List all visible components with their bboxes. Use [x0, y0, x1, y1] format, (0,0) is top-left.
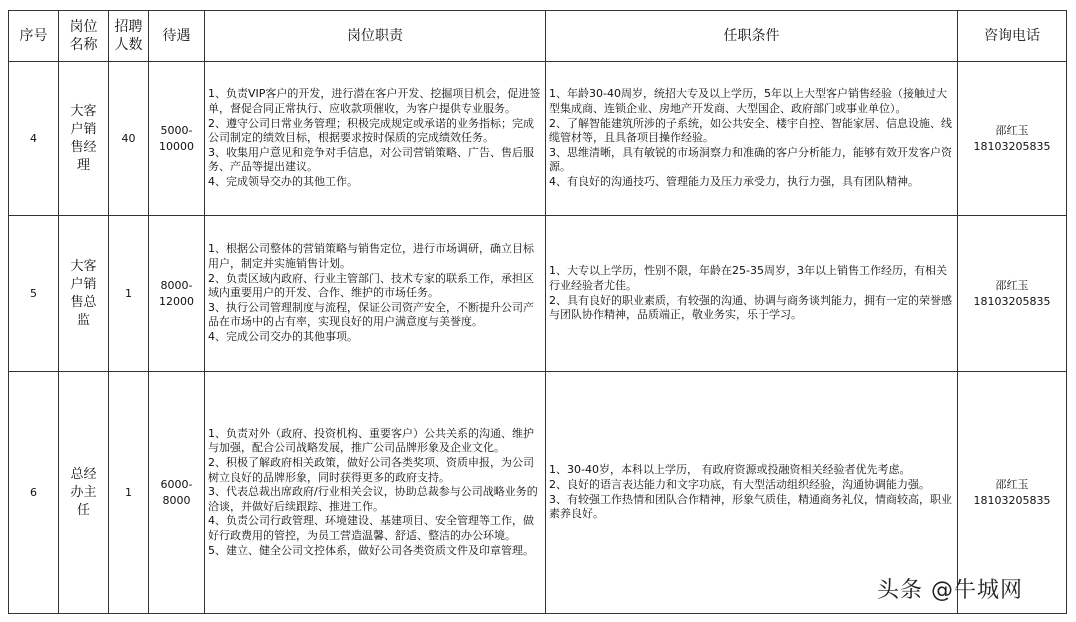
- duty-item: 1、负责VIP客户的开发，进行潜在客户开发、挖掘项目机会，促进签单，督促合同正常执行、应收款项催收，为客户提供专业服务。: [208, 87, 541, 116]
- row-salary: 6000-8000: [149, 372, 205, 614]
- contact-phone: 18103205835: [973, 294, 1051, 308]
- duty-item: 4、完成公司交办的其他事项。: [208, 329, 358, 343]
- header-duties: 岗位职责: [205, 11, 546, 62]
- row-title: 大客户销售总监: [59, 216, 109, 372]
- contact-phone: 18103205835: [973, 493, 1051, 507]
- duty-item: 2、积极了解政府相关政策，做好公司各类奖项、资质申报，为公司树立良好的品牌形象，同时获得更多的政府支持。: [208, 456, 534, 484]
- row-count: 1: [109, 372, 149, 614]
- row-requirements: [546, 216, 958, 372]
- row-title: 大客户销售经理: [59, 62, 109, 216]
- row-salary: 8000-12000: [149, 216, 205, 372]
- contact-name: 邵红玉: [995, 477, 1029, 491]
- requirement-item: 1、大专以上学历，性别不限，年龄在25-35周岁，3年以上销售工作经历，有相关行业经验者尤佳。: [549, 264, 947, 292]
- header-requirements: 任职条件: [546, 11, 958, 62]
- table-row: [9, 62, 1067, 216]
- duty-item: 2、遵守公司日常业务管理；积极完成规定或承诺的业务指标；完成公司制定的绩效目标，根据要求按时保质的完成绩效任务。: [208, 116, 534, 145]
- job-table: [8, 10, 1067, 614]
- row-count: 40: [109, 62, 149, 216]
- requirement-item: 3、思维清晰，具有敏锐的市场洞察力和准确的客户分析能力，能够有效开发客户资源。: [549, 145, 952, 174]
- watermark-text: 头条 @牛城网: [877, 578, 1023, 603]
- duty-item: 5、建立、健全公司文控体系，做好公司各类资质文件及印章管理。: [208, 543, 534, 557]
- header-title: 岗位名称: [59, 11, 109, 62]
- contact-name: 邵红玉: [995, 278, 1029, 292]
- row-contact: [958, 62, 1067, 216]
- row-seq: 4: [9, 62, 59, 216]
- row-duties: [205, 216, 546, 372]
- requirement-item: 3、有较强工作热情和团队合作精神，形象气质佳，精通商务礼仪，情商较高，职业素养良好。: [549, 492, 952, 521]
- requirement-item: 1、30-40岁，本科以上学历， 有政府资源或投融资相关经验者优先考虑。: [549, 463, 911, 477]
- row-title: 总经办主任: [59, 372, 109, 614]
- job-table-container: [8, 10, 1067, 614]
- row-duties: [205, 62, 546, 216]
- requirement-item: 1、年龄30-40周岁，统招大专及以上学历，5年以上大型客户销售经验（接触过大型集成商、连锁企业、房地产开发商、大型国企、政府部门或事业单位）。: [549, 87, 947, 116]
- requirement-item: 2、具有良好的职业素质，有较强的沟通、协调与商务谈判能力，拥有一定的荣誉感与团队协作精神，品质端正，敬业务实，乐于学习。: [549, 293, 952, 322]
- row-seq: 6: [9, 372, 59, 614]
- duty-item: 2、负责区域内政府、行业主管部门、技术专家的联系工作，承担区域内重要用户的开发、合作、维护的市场任务。: [208, 271, 534, 300]
- header-seq: 序号: [9, 11, 59, 62]
- duty-item: 3、收集用户意见和竞争对手信息，对公司营销策略、广告、售后服务、产品等提出建议。: [208, 145, 534, 174]
- duty-item: 3、代表总裁出席政府/行业相关会议，协助总裁参与公司战略业务的洽谈，并做好后续跟踪、推进工作。: [208, 485, 538, 513]
- requirement-item: 2、良好的语言表达能力和文字功底，有大型活动组织经验，沟通协调能力强。: [549, 477, 930, 491]
- row-duties: [205, 372, 546, 614]
- requirement-item: 4、有良好的沟通技巧、管理能力及压力承受力，执行力强，具有团队精神。: [549, 174, 919, 188]
- row-requirements: [546, 62, 958, 216]
- row-count: 1: [109, 216, 149, 372]
- duty-item: 3、执行公司管理制度与流程，保证公司资产安全，不断提升公司产品在市场中的占有率，实现良好的用户满意度与美誉度。: [208, 300, 534, 329]
- row-salary: 5000-10000: [149, 62, 205, 216]
- duty-item: 1、负责对外（政府、投资机构、重要客户）公共关系的沟通、维护与加强，配合公司战略发展，推广公司品牌形象及企业文化。: [208, 426, 534, 455]
- contact-phone: 18103205835: [973, 139, 1051, 153]
- header-row: [9, 11, 1067, 62]
- table-row: [9, 216, 1067, 372]
- row-contact: [958, 216, 1067, 372]
- duty-item: 1、根据公司整体的营销策略与销售定位，进行市场调研，确立目标用户，制定并实施销售计划。: [208, 242, 534, 271]
- header-salary: 待遇: [149, 11, 205, 62]
- duty-item: 4、负责公司行政管理、环境建设、基建项目、安全管理等工作，做好行政费用的管控，为员工营造温馨、舒适、整洁的办公环境。: [208, 514, 534, 542]
- duty-item: 4、完成领导交办的其他工作。: [208, 174, 358, 188]
- header-count: 招聘人数: [109, 11, 149, 62]
- requirement-item: 2、了解智能建筑所涉的子系统，如公共安全、楼宇自控、智能家居、信息设施、线缆管材等，且具备项目操作经验。: [549, 116, 952, 145]
- contact-name: 邵红玉: [995, 123, 1029, 137]
- row-seq: 5: [9, 216, 59, 372]
- header-contact: 咨询电话: [958, 11, 1067, 62]
